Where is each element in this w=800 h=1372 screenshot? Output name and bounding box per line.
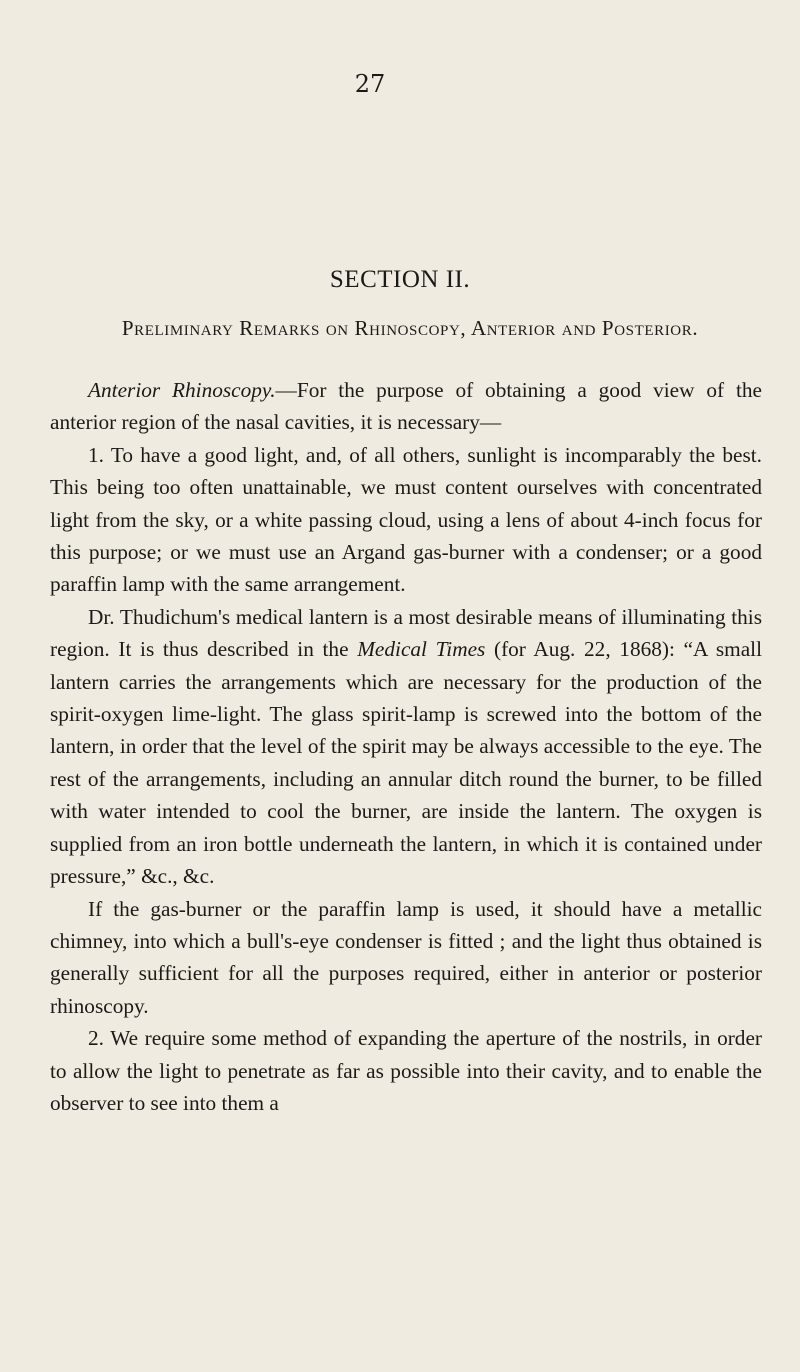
paragraph bbox=[50, 439, 762, 601]
page-number: 27 bbox=[354, 70, 386, 98]
paragraph-text: (for Aug. 22, 1868): “A small lantern carries the arrangements which are necessary for the production of the spirit-oxygen lime-light. The glass spirit-lamp is screwed into the bottom of the lantern, in order that the level of the spirit may be always accessible to the eye. The rest of the arrangements, including an annular ditch round the burner, to be filled with water intended to cool the burner, are inside the lantern. The oxygen is supplied from an iron bottle underneath the lantern, in which it is contained under pressure,” &c., &c. bbox=[50, 637, 763, 889]
paragraph bbox=[50, 1022, 762, 1119]
paragraph-heading: Anterior Rhinoscopy. bbox=[88, 378, 276, 402]
paragraph-text: —For the purpose of obtaining a good view of the anterior region of the nasal cavities, it is necessary— bbox=[50, 378, 762, 435]
paragraph bbox=[50, 893, 762, 1023]
body-text bbox=[50, 374, 762, 1119]
paragraph bbox=[50, 601, 762, 893]
paragraph-text: 2. We require some method of expanding the aperture of the nostrils, in order to allow the light to penetrate as far as possible into their cavity, and to enable the observer to see into them a bbox=[50, 1026, 762, 1115]
journal-title: Medical Times bbox=[357, 637, 486, 662]
section-title: SECTION II. bbox=[329, 266, 471, 293]
paragraph-text: 1. To have a good light, and, of all others, sunlight is incomparably the best. This being too often unattainable, we must content ourselves with concentrated light from the sky, or a white passing cloud, using a lens of about 4-inch focus for this purpose; or we must use an Argand gas-burner with a condenser; or a good paraffin lamp with the same arrangement. bbox=[50, 442, 762, 597]
paragraph-text: Dr. Thudichum's medical lantern is a most desirable means of illuminating this region. It is thus described in the bbox=[50, 604, 762, 662]
paragraph-text: If the gas-burner or the paraffin lamp is used, it should have a metallic chimney, into which a bull's-eye condenser is fitted ; and the light thus obtained is generally sufficient for all the purposes required, either in anterior or posterior rhinoscopy. bbox=[50, 896, 762, 1018]
section-subtitle: Preliminary Remarks on Rhinoscopy, Anterior and Posterior. bbox=[121, 316, 699, 340]
paragraph bbox=[50, 374, 762, 439]
